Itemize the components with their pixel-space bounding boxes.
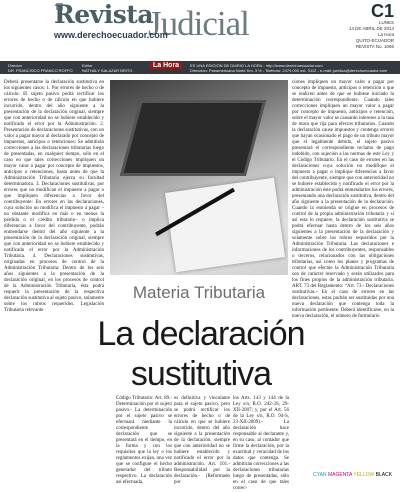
brand-left: Revista [54,0,154,29]
edition-line: REVISTA No. 1066 [355,44,394,49]
body-column-2: es definitiva y vinculante para el sujeto pasivo, pero se podrá rectificar los errores de hecho o de cálculo en que se hubiere incurrido, dentro del año siguiente a la presentación de la declaración, siempre que con anterioridad no se hubiere establecido y notificado el error por la administración. Art. 101.- Responsabilidad por la declaración.- (Reformado por [174,396,230,485]
edition-info [349,2,394,50]
article-photo [110,80,288,275]
article-column-1: Deberá presentarse la declaración sustitutiva en los siguientes casos: 1. Por errores de hecho o de cálculo: El sujeto pasivo podrá rectificar los errores de hecho o de cálculo en que hubiere incurrido, dentro del año siguiente a la presentación de la declaración original, siempre que con anterioridad no se hubiere establecido y notificado el error por la Administración. 2. Presentación de declaraciones sustitutivas, con un valor a pagar mayor al declarado por concepto de impuestos, anticipos o retenciones: Se admitirán correcciones a las declaraciones tributarias luego de presentadas, en cualquier tiempo, sólo en el caso en que tales correcciones impliquen un mayor valor a pagar por concepto de impuestos, anticipos o retenciones, hasta antes de que la Administración Tributaria ejerza su facultad determinadora. 3. Declaraciones sustitutivas, por errores que no modifican el impuesto a pagar o que impliquen diferencias a favor del contribuyente: En errores en las declaraciones, cuya solución no modifica el impuesto a pagar –no obstante modifica en más o en menos la pérdida o el crédito tributario– o implica diferencias a favor del contribuyente, podrán enmendarse dentro del año siguiente a la presentación de la declaración original, siempre que con anterioridad no se hubiere establecido y notificado el error por la Administración Tributaria. 4. Declaraciones sustitutivas, originadas en procesos de control de la Administración Tributaria: Dentro de los seis años siguientes a la presentación de la declaración original, en los procesos de control de la Administración Tributaria, ésta podrá requerir la presentación de la respectiva declaración sustitutiva al sujeto pasivo, solamente sobre los rubros requeridos. Legislación Tributaria relevante [4,80,104,313]
headline: La declaración sustitutiva [97,315,305,393]
edition-code: C1 [370,1,394,21]
article-column-4: ciones impliquen un mayor valor a pagar por concepto de impuesto, anticipos o retención o que se realicen antes de que se hubiese iniciado la determinación correspondiente. Cuando tales correcciones impliquen un mayor valor a pagar por concepto de impuesto, anticipos o retención, sobre el mayor valor se causarán intereses a la tasa de mora que rija para efectos tributarios. Cuando la declaración cause impuestos y contenga errores que hayan ocasionado el pago de un tributo mayor que el legalmente debido, el sujeto pasivo presentará el correspondiente reclamo de pago indebido, con sujeción a las normas de este Ley y el Código Tributario. En el caso de errores en las declaraciones cuya solución no modifique el impuesto a pagar o implique diferencias a favor del contribuyente, siempre que con anterioridad no se hubiere establecido y notificado el error por la administración éste podrá enmendarlos los errores, presentando una declaración sustitutiva, dentro del año siguiente a la presentación de la declaración. Cuando la enmienda se origine en procesos de control de la propia administración tributaria y si así esta lo requiere, la declaración sustitutiva se podrá efectuar hasta dentro de los seis años siguientes a la presentación de la declaración y solamente sobre los rubros requeridos por la Administración Tributaria. Las declaraciones e informaciones de los contribuyentes, responsables o terceros, relacionados con las obligaciones tributarias, así como los planes y programas de control que efectúe la Administración Tributaria son de carácter reservado y serán utilizados para los fines propios de la administración tributaria. ART. 73 del Reglamento: “Art. 73.- Declaraciones sustitutivas.- En el caso de errores en las declaraciones, estas podrán ser sustituidas por una nueva declaración que contenga toda la información pertinente. Deberá identificarse, en la nueva declaración, el número de formulario [292,80,394,319]
magenta-label: MAGENTA [327,472,353,478]
section-title: Materia Tributaria [132,283,266,302]
laptop-image [120,100,266,176]
director-label: Director [8,63,23,68]
yellow-label: YELLOW [353,472,375,478]
editor-name: NATHALY SALAZAR BRITO [82,68,133,73]
body-column-1: Código Tributario: Art. 89.- Determinación por el sujeto pasivo.- La determinación por el sujeto pasivo se efectuará mediante la correspondiente declaración que se presentará en el tiempo, en la forma y con los requisitos que la ley o los reglamentos exijan, una vez que se configure el hecho generador del tributo respectivo. La declaración así efectuada, [116,396,172,485]
contact-info: Dirección: Panamericana Norte Km. 3 ½ - Teléfono: 2479 000 ext. 3112 - e-mail: juridica@derechoecuador.com [190,68,388,73]
brand-right: Judicial [148,4,249,43]
cyan-label: CYAN [313,472,327,478]
info-bar [0,61,400,74]
black-label: BLACK [375,472,392,478]
edition-note: ES UNA EDICIÓN DE DIARIO LA HORA - http://www.derechoecuador.com [190,63,323,68]
site-url[interactable]: www.derechoecuador.com [54,30,168,40]
edition-line: QUITO-ECUADOR [355,38,394,43]
editor-label: Editor [82,63,93,68]
director-name: DR. FRANCISCO FRANCO ROFFO [8,68,73,73]
masthead [0,0,400,62]
edition-line: 14 DE ABRIL DE 2014 [348,26,394,31]
color-registration [313,472,392,478]
body-column-3: los Arts. 143 y 144 de la Ley s/n, R.O. 242-3S, 29-XII-2007; y, por el Art. 56 de la Ley s/n, R.O. 94-S, 23-XII-2009).- La declaración hace responsable al declarante y, en su caso, al contador que firme la declaración, por la exactitud y veracidad de los datos que contenga. Se admitirán correcciones a las declaraciones tributarias luego de presentadas, sólo en el caso de que tales correc- [233,396,289,491]
edition-line: LUNES [378,20,394,25]
edition-line: La Hora [377,32,394,37]
newspaper-logo: La Hora [150,62,182,69]
